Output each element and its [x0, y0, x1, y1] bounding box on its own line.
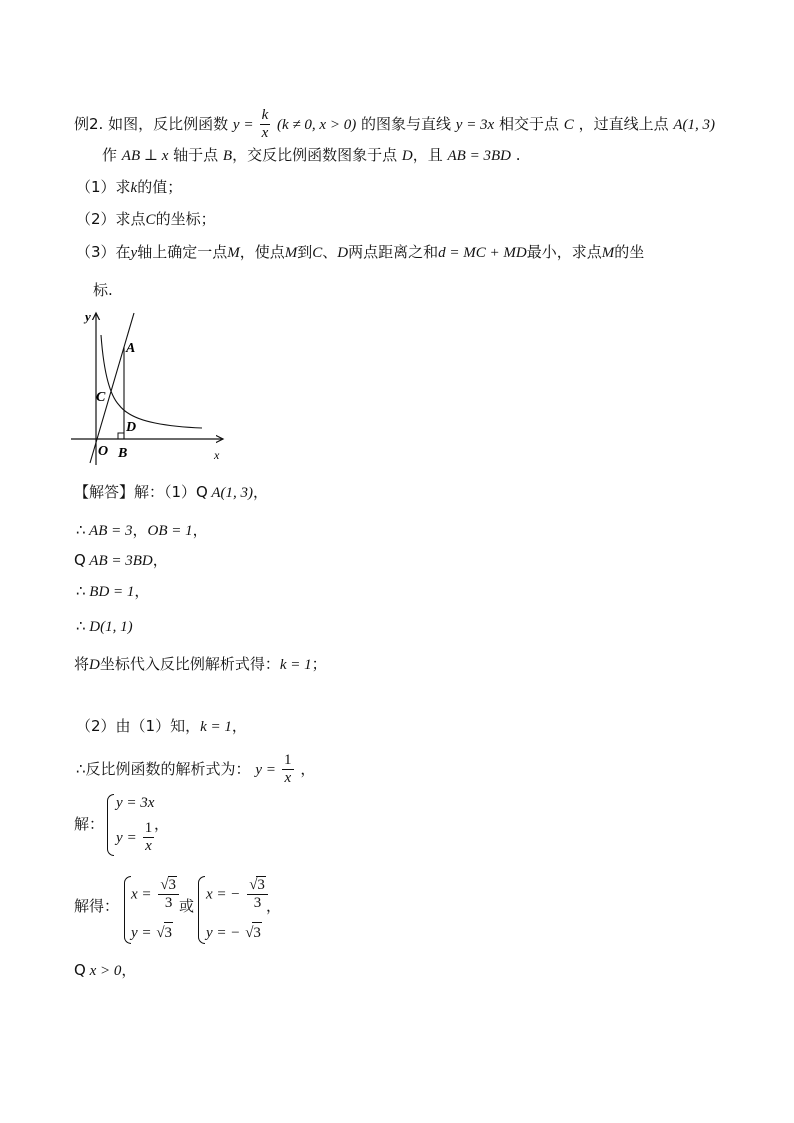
sys1-fraction [143, 820, 155, 855]
text-segment: ∴ [76, 617, 86, 635]
text-segment: 坐标代入反比例解析式得： [99, 655, 280, 673]
sys1-eq: = [127, 830, 136, 846]
system-1-row-2 [116, 820, 156, 855]
point-c: C [563, 117, 574, 133]
text-segment: M [284, 245, 298, 261]
system-1-comma: ， [154, 815, 170, 833]
text-segment: M [601, 245, 615, 261]
label-x: x [214, 448, 220, 462]
text-segment: A(1, 3) [207, 485, 253, 501]
text-segment: 轴上确定一点 [137, 243, 228, 261]
sqrt3-over-3: $\frac{√3}{3}$ [158, 876, 179, 912]
text-segment: 作 [102, 146, 122, 164]
system-2a-row-1 [131, 876, 181, 912]
text-segment: k [130, 180, 138, 196]
text-segment: Q [74, 961, 86, 979]
system-1-brace [107, 794, 114, 856]
text-segment: ，使点 [239, 243, 285, 261]
text-segment: Q [74, 551, 86, 569]
s8-eq: = [266, 762, 276, 778]
sys2b-den: 3 [253, 895, 262, 911]
sys1-num: 1 [144, 820, 153, 836]
s8-num: 1 [284, 752, 292, 768]
text-segment: 最小，求点 [526, 243, 602, 261]
one-over-x-fraction [282, 752, 294, 787]
text-segment: D [401, 148, 413, 164]
sys2b-yroot: 3 [252, 922, 262, 943]
text-segment: （1）求 [76, 178, 131, 196]
text-segment: ∴ [76, 521, 86, 539]
text-segment: （3）在 [76, 243, 131, 261]
sys2a-yeq: y = [131, 925, 152, 941]
question-2 [76, 209, 216, 230]
text-segment: B [222, 148, 233, 164]
right-angle-mark [118, 433, 124, 439]
solution-line-1 [74, 482, 268, 503]
label-o: O [98, 444, 109, 459]
k-over-x-fraction [260, 107, 271, 142]
solution-line-9-label: 解： [74, 815, 105, 833]
func-eq: = [244, 117, 253, 133]
text-segment: ∴ [76, 582, 86, 600]
sys2a-yroot: 3 [164, 922, 174, 943]
text-segment: ， [231, 717, 247, 735]
text-segment: 的坐标； [155, 210, 216, 228]
label-b: B [118, 446, 128, 461]
sys2a-xeq: x = [131, 886, 152, 903]
text-segment: Q [196, 483, 208, 501]
text-segment: ， [253, 483, 269, 501]
label-d: D [126, 420, 137, 435]
func-y: y [232, 117, 240, 133]
text-segment: ，交反比例函数图象于点 [232, 146, 402, 164]
frac-num: k [261, 107, 269, 123]
text-segment: C [145, 212, 156, 228]
text-segment: C [312, 245, 323, 261]
text-segment: ， [134, 582, 150, 600]
sys2b-xeq: x = − [206, 886, 241, 903]
text-segment: AB = 3 [85, 523, 133, 539]
solution-line-11 [74, 960, 136, 981]
sys2b-root: 3 [257, 877, 265, 893]
system-1-row-1: y = 3x [116, 795, 155, 811]
sys1-y: y [116, 830, 123, 846]
label-a: A [126, 341, 136, 356]
sys2a-root: 3 [168, 877, 177, 893]
question-1 [76, 177, 182, 198]
s8-y: y [255, 762, 262, 778]
text-segment: ，且 [412, 146, 448, 164]
system-2b-row-2: y = − √3 [206, 922, 262, 943]
text-segment: BD = 1 [85, 584, 135, 600]
s8-prefix: ∴反比例函数的解析式为： [76, 760, 251, 778]
text-segment: 两点距离之和 [348, 243, 439, 261]
sys2b-yeq: y = − [206, 925, 241, 941]
text-segment: AB ⊥ x [121, 148, 169, 164]
sys2a-den: 3 [164, 895, 173, 911]
system-2b-brace [198, 876, 205, 944]
solution-line-2 [76, 520, 208, 541]
text-segment: D [89, 657, 100, 673]
text-segment: ， [152, 551, 168, 569]
frac-den: x [261, 125, 269, 141]
text-segment: AB = 3BD [85, 553, 153, 569]
text-segment: 、 [322, 243, 338, 261]
solution-line-5 [76, 616, 133, 637]
text-segment: ； [311, 655, 327, 673]
solution-line-10-label: 解得： [74, 897, 120, 915]
label-y: y [85, 309, 91, 324]
text-segment: 轴于点 [168, 146, 223, 164]
text-segment: OB = 1 [147, 523, 193, 539]
text-segment: k = 1 [200, 719, 232, 735]
text-segment: D(1, 1) [85, 619, 133, 635]
system-2-comma: ， [266, 897, 282, 915]
problem-intro: 例2. 如图，反比例函数 [74, 115, 229, 133]
s8-den: x [284, 770, 292, 786]
text-segment: 将 [74, 655, 90, 673]
hyperbola-curve [101, 335, 202, 428]
text-segment: （2）由（1）知， [76, 717, 201, 735]
text-segment: （2）求点 [76, 210, 146, 228]
func-condition: (k ≠ 0, x > 0) [277, 117, 357, 133]
problem-mid: 的图象与直线 [360, 115, 451, 133]
sys1-den: x [145, 838, 152, 854]
text-segment: M [227, 245, 240, 261]
system-2a-brace [124, 876, 131, 944]
s8-comma: ， [300, 760, 316, 778]
text-segment: y [130, 245, 138, 261]
point-a: A(1, 3) [673, 117, 716, 133]
text-segment: 的坐 [614, 243, 645, 261]
solution-line-6 [74, 654, 327, 675]
label-c: C [96, 390, 106, 405]
graph-figure [65, 305, 235, 475]
text-segment: k = 1 [279, 657, 312, 673]
solution-line-8 [76, 752, 315, 787]
problem-post: 相交于点 [499, 115, 560, 133]
solution-line-4 [76, 581, 149, 602]
neg-sqrt3-over-3: $\frac{√3}{3}$ [247, 876, 268, 912]
solution-line-7 [76, 716, 247, 737]
text-segment: AB = 3BD [447, 148, 511, 164]
text-segment: d = MC + MD [438, 245, 527, 261]
problem-line-1 [74, 107, 715, 142]
problem-tail: ，过直线上点 [578, 115, 669, 133]
question-3 [76, 242, 644, 263]
text-segment: 【解答】解：（1） [74, 483, 197, 501]
question-3-cont: 标. [93, 281, 113, 299]
text-segment: 的值； [137, 178, 183, 196]
line-equation: y = 3x [455, 117, 495, 133]
text-segment: ， [121, 961, 137, 979]
or-word: 或 [179, 897, 195, 915]
text-segment: . [510, 146, 521, 164]
text-segment: 到 [297, 243, 313, 261]
text-segment: x > 0 [85, 963, 122, 979]
system-2a-row-2: y = √3 [131, 922, 173, 943]
problem-line-2 [102, 145, 521, 166]
text-segment: ， [192, 521, 208, 539]
solution-line-3 [74, 550, 168, 571]
system-2b-row-1 [206, 876, 270, 912]
text-segment: D [337, 245, 349, 261]
text-segment: ， [132, 521, 148, 539]
